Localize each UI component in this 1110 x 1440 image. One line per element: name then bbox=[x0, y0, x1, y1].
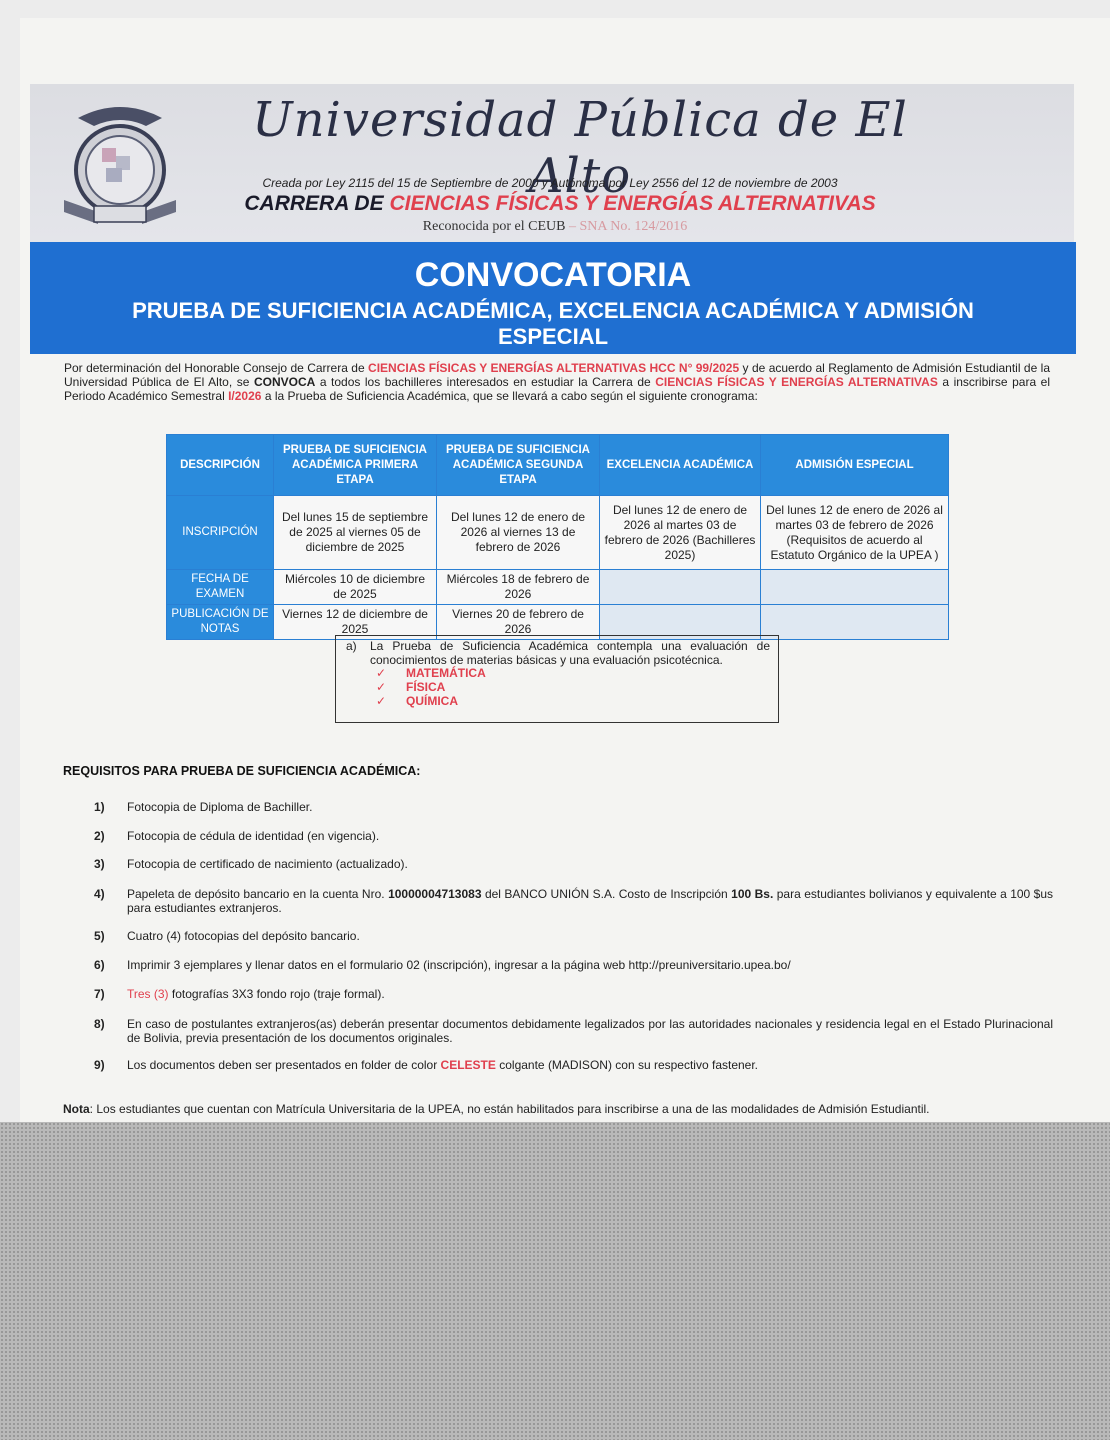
banner-title: CONVOCATORIA bbox=[414, 256, 692, 294]
subject-label: MATEMÁTICA bbox=[406, 666, 486, 680]
check-icon: ✓ bbox=[376, 694, 387, 708]
intro-text: y de acuerdo al Reglamento de Admisión Estudiantil de la Universidad Pública de El Alto, se bbox=[64, 361, 1050, 389]
intro-text: Por determinación del Honorable Consejo de Carrera de bbox=[64, 361, 365, 375]
creation-law: Creada por Ley 2115 del 15 de Septiembre de 2000 y Autónoma por Ley 2556 del 12 de noviembre de 2003 bbox=[262, 176, 838, 190]
table-header: EXCELENCIA ACADÉMICA bbox=[600, 435, 761, 496]
requirement-number: 6) bbox=[94, 958, 105, 972]
table-cell: Miércoles 18 de febrero de 2026 bbox=[437, 570, 600, 605]
bank-account-number: 10000004713083 bbox=[388, 887, 482, 901]
check-icon: ✓ bbox=[376, 666, 387, 680]
requirement-text: Fotocopia de cédula de identidad (en vigencia). bbox=[127, 829, 380, 843]
note-marker: a) bbox=[346, 639, 357, 653]
requirement-number: 7) bbox=[94, 987, 105, 1001]
subject-label: QUÍMICA bbox=[406, 694, 458, 708]
list-item bbox=[376, 666, 486, 680]
carrera-heading bbox=[200, 192, 920, 216]
ceub-prefix: Reconocida por el CEUB bbox=[422, 219, 566, 234]
requirement-text-part: fotografías 3X3 fondo rojo (traje formal). bbox=[171, 987, 385, 1001]
requirement-number: 1) bbox=[94, 800, 105, 814]
table-cell: Del lunes 12 de enero de 2026 al martes 03 de febrero de 2026 (Requisitos de acuerdo al Estatuto Orgánico de la UPEA ) bbox=[761, 496, 949, 570]
table-cell bbox=[761, 605, 949, 640]
requirement-text-part: para estudiantes bolivianos y equivalente a 100 $us para estudiantes extranjeros. bbox=[127, 887, 1054, 915]
requirement-text-part: Papeleta de depósito bancario en la cuenta Nro. bbox=[127, 887, 385, 901]
inscription-cost: 100 Bs. bbox=[731, 887, 774, 901]
table-cell: Del lunes 12 de enero de 2026 al martes 03 de febrero de 2026 (Bachilleres 2025) bbox=[600, 496, 761, 570]
photo-count: Tres (3) bbox=[127, 987, 169, 1001]
subject-label: FÍSICA bbox=[406, 680, 446, 694]
requirement-number: 2) bbox=[94, 829, 105, 843]
intro-carrera-hcc: CIENCIAS FÍSICAS Y ENERGÍAS ALTERNATIVAS HCC N° 99/2025 bbox=[368, 361, 740, 375]
intro-carrera: CIENCIAS FÍSICAS Y ENERGÍAS ALTERNATIVAS bbox=[655, 375, 938, 389]
requirement-number: 3) bbox=[94, 857, 105, 871]
intro-convoca: CONVOCA bbox=[253, 375, 316, 389]
requirement-text: Fotocopia de certificado de nacimiento (actualizado). bbox=[127, 857, 408, 871]
table-header-row bbox=[167, 435, 949, 496]
subject-list bbox=[376, 666, 486, 708]
table-row bbox=[167, 570, 949, 605]
list-item bbox=[376, 680, 486, 694]
requirement-text-part: colgante (MADISON) con su respectivo fastener. bbox=[499, 1058, 759, 1072]
row-label: FECHA DE EXAMEN bbox=[167, 570, 274, 605]
requirement-text-part: del BANCO UNIÓN S.A. Costo de Inscripción bbox=[484, 887, 728, 901]
row-label: INSCRIPCIÓN bbox=[167, 496, 274, 570]
list-item bbox=[376, 694, 486, 708]
intro-periodo: I/2026 bbox=[228, 389, 262, 403]
intro-text: a todos los bachilleres interesados en estudiar la Carrera de bbox=[319, 375, 651, 389]
unscanned-area bbox=[0, 1122, 1110, 1440]
table-cell bbox=[600, 570, 761, 605]
folder-color: CELESTE bbox=[440, 1058, 496, 1072]
note-text: La Prueba de Suficiencia Académica contempla una evaluación de conocimientos de materias básicas y una evaluación psicotécnica. bbox=[370, 639, 770, 667]
nota-paragraph bbox=[63, 1102, 1053, 1116]
row-label: PUBLICACIÓN DE NOTAS bbox=[167, 605, 274, 640]
ceub-recognition bbox=[300, 219, 810, 235]
requirement-number: 4) bbox=[94, 887, 105, 901]
nota-text: : Los estudiantes que cuentan con Matrícula Universitaria de la UPEA, no están habilitados para inscribirse a una de las modalidades de Admisión Estudiantil. bbox=[89, 1102, 930, 1116]
requirement-text: Imprimir 3 ejemplares y llenar datos en el formulario 02 (inscripción), ingresar a la página web http://preuniversitario.upea.bo/ bbox=[127, 958, 791, 972]
requirement-text: Fotocopia de Diploma de Bachiller. bbox=[127, 800, 313, 814]
check-icon: ✓ bbox=[376, 680, 387, 694]
evaluation-note-box bbox=[335, 635, 779, 723]
table-row bbox=[167, 496, 949, 570]
table-cell bbox=[761, 570, 949, 605]
carrera-prefix: CARRERA DE bbox=[244, 192, 384, 215]
convocatoria-banner bbox=[30, 242, 1076, 354]
requirement-text bbox=[127, 887, 1053, 915]
table-header: DESCRIPCIÓN bbox=[167, 435, 274, 496]
university-name: Universidad Pública de El Alto bbox=[252, 92, 908, 204]
requirement-text: Cuatro (4) fotocopias del depósito bancario. bbox=[127, 929, 360, 943]
university-crest-icon bbox=[58, 100, 182, 232]
intro-paragraph bbox=[64, 361, 1050, 403]
intro-text: a la Prueba de Suficiencia Académica, que se llevará a cabo según el siguiente cronograma: bbox=[264, 389, 758, 403]
ceub-number: – SNA No. 124/2016 bbox=[568, 219, 688, 234]
table-cell: Viernes 20 de febrero de 2026 bbox=[437, 605, 600, 640]
requirement-text: En caso de postulantes extranjeros(as) deberán presentar documentos debidamente legalizados por las autoridades nacionales y residencia legal en el Estado Plurinacional de Bolivia, previa presentación de los documentos originales. bbox=[127, 1017, 1053, 1045]
carrera-name: CIENCIAS FÍSICAS Y ENERGÍAS ALTERNATIVAS bbox=[389, 192, 876, 215]
requirement-number: 9) bbox=[94, 1058, 105, 1072]
requirement-number: 5) bbox=[94, 929, 105, 943]
table-header: PRUEBA DE SUFICIENCIA ACADÉMICA SEGUNDA ETAPA bbox=[437, 435, 600, 496]
table-cell: Del lunes 15 de septiembre de 2025 al viernes 05 de diciembre de 2025 bbox=[274, 496, 437, 570]
nota-label: Nota bbox=[63, 1102, 90, 1116]
table-header: ADMISIÓN ESPECIAL bbox=[761, 435, 949, 496]
schedule-table bbox=[166, 434, 949, 640]
table-cell: Viernes 12 de diciembre de 2025 bbox=[274, 605, 437, 640]
requirement-number: 8) bbox=[94, 1017, 105, 1031]
table-cell: Miércoles 10 de diciembre de 2025 bbox=[274, 570, 437, 605]
requirement-text bbox=[127, 987, 1053, 1001]
table-header: PRUEBA DE SUFICIENCIA ACADÉMICA PRIMERA ETAPA bbox=[274, 435, 437, 496]
requirement-text bbox=[127, 1058, 1053, 1072]
banner-subtitle: PRUEBA DE SUFICIENCIA ACADÉMICA, EXCELENCIA ACADÉMICA Y ADMISIÓN ESPECIAL bbox=[132, 298, 974, 349]
table-cell: Del lunes 12 de enero de 2026 al viernes 13 de febrero de 2026 bbox=[437, 496, 600, 570]
intro-text: a inscribirse para el Periodo Académico Semestral bbox=[64, 375, 1050, 403]
requirement-text-part: Los documentos deben ser presentados en folder de color bbox=[127, 1058, 438, 1072]
requirements-title: REQUISITOS PARA PRUEBA DE SUFICIENCIA ACADÉMICA: bbox=[63, 764, 421, 778]
